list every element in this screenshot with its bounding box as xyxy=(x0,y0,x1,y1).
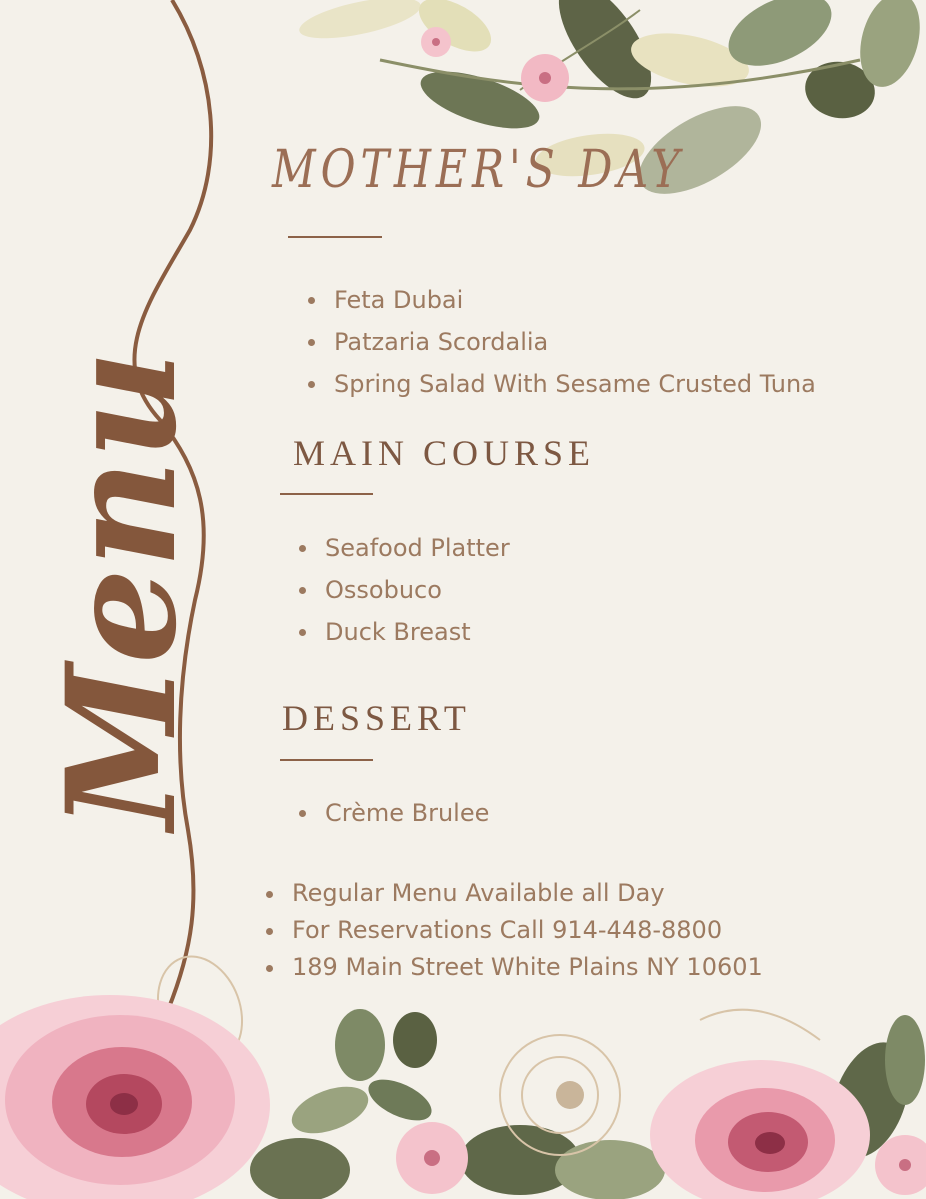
appetizer-item: Patzaria Scordalia xyxy=(334,328,549,356)
main-course-item: Seafood Platter xyxy=(325,534,510,562)
bullet-dot xyxy=(299,629,306,636)
list-item xyxy=(334,363,816,405)
list-item xyxy=(292,949,763,986)
list-item xyxy=(325,792,489,834)
main-course-list xyxy=(325,527,510,653)
dessert-heading: DESSERT xyxy=(282,698,471,738)
bullet-dot xyxy=(266,965,273,972)
bottom-blossom xyxy=(396,1122,468,1194)
list-item xyxy=(292,912,763,949)
menu-script-title: Menu xyxy=(34,350,210,830)
bullet-dot xyxy=(308,381,315,388)
bullet-dot xyxy=(308,297,315,304)
info-availability: Regular Menu Available all Day xyxy=(292,879,665,907)
bullet-dot xyxy=(308,339,315,346)
appetizer-item: Feta Dubai xyxy=(334,286,464,314)
bullet-dot xyxy=(266,891,273,898)
main-course-divider xyxy=(280,493,373,495)
list-item xyxy=(325,527,510,569)
appetizer-list xyxy=(334,279,816,405)
list-item xyxy=(325,569,510,611)
appetizer-item: Spring Salad With Sesame Crusted Tuna xyxy=(334,370,816,398)
page-title: MOTHER'S DAY xyxy=(272,140,685,200)
title-divider xyxy=(288,236,382,238)
list-item xyxy=(334,321,816,363)
bottom-left-rose xyxy=(0,945,270,1199)
list-item xyxy=(334,279,816,321)
bullet-dot xyxy=(266,928,273,935)
main-course-item: Duck Breast xyxy=(325,618,471,646)
list-item xyxy=(325,611,510,653)
list-item xyxy=(292,875,763,912)
bullet-dot xyxy=(299,810,306,817)
bullet-dot xyxy=(299,587,306,594)
dessert-item: Crème Brulee xyxy=(325,799,490,827)
bullet-dot xyxy=(299,545,306,552)
dessert-list xyxy=(325,792,489,834)
dessert-divider xyxy=(280,759,373,761)
main-course-item: Ossobuco xyxy=(325,576,442,604)
main-course-heading: MAIN COURSE xyxy=(293,433,596,473)
info-list xyxy=(292,875,763,986)
info-reservation-phone: For Reservations Call 914-448-8800 xyxy=(292,916,723,944)
info-address: 189 Main Street White Plains NY 10601 xyxy=(292,953,763,981)
